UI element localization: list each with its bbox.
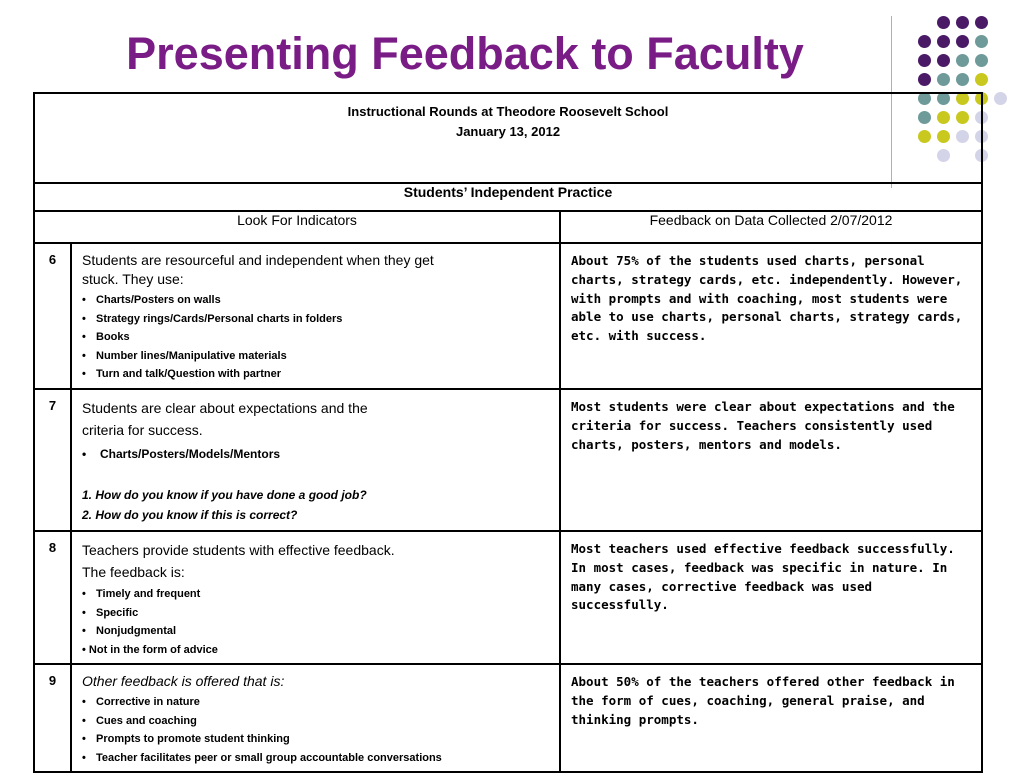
decorative-dot — [918, 73, 931, 86]
bullet-list — [82, 693, 551, 767]
look-for-cell — [71, 243, 560, 389]
look-for-cell — [71, 664, 560, 772]
section-title: Students’ Independent Practice — [34, 183, 982, 211]
list-item: • Prompts to promote student thinking — [82, 733, 290, 745]
list-item: • Timely and frequent — [82, 588, 201, 600]
date: January 13, 2012 — [455, 124, 561, 139]
list-item: • Not in the form of advice — [82, 643, 218, 656]
row-number: 9 — [34, 664, 71, 772]
question-2: 2. How do you know if this is correct? — [82, 508, 298, 522]
list-item: • Specific — [82, 606, 139, 619]
column-header-look-for: Look For Indicators — [34, 211, 560, 243]
list-item: • Corrective in nature — [82, 696, 200, 708]
decorative-dot — [975, 35, 988, 48]
list-item: • Nonjudgmental — [82, 625, 177, 637]
table-header — [34, 93, 982, 183]
list-item: • Charts/Posters/Models/Mentors — [82, 447, 281, 461]
list-item: • Charts/Posters on walls — [82, 294, 221, 306]
feedback-cell: About 75% of the students used charts, personal charts, strategy cards, etc. independently. However, with prompts and with coaching, most students were able to use charts, personal charts, strategy cards, etc. with success. — [560, 243, 982, 389]
decorative-dot — [975, 54, 988, 67]
column-header-feedback: Feedback on Data Collected 2/07/2012 — [560, 211, 982, 243]
indicator-text: Students are clear about expectations and the — [82, 400, 368, 416]
question-1: 1. How do you know if you have done a good job? — [82, 488, 367, 502]
indicator-text: Other feedback is offered that is: — [82, 673, 285, 689]
indicator-text: The feedback is: — [82, 564, 185, 580]
list-item: • Books — [82, 331, 130, 343]
decorative-dot — [956, 73, 969, 86]
decorative-dot — [937, 73, 950, 86]
decorative-dot — [994, 92, 1007, 105]
decorative-dot — [937, 16, 950, 29]
table-row — [34, 531, 982, 664]
decorative-dot — [956, 16, 969, 29]
list-item: • Number lines/Manipulative materials — [82, 349, 287, 362]
row-number: 8 — [34, 531, 71, 664]
bullet-list — [82, 291, 551, 384]
decorative-dot — [937, 54, 950, 67]
decorative-dot — [956, 35, 969, 48]
feedback-cell: Most teachers used effective feedback successfully. In most cases, feedback was specific in nature. In many cases, corrective feedback was used successfully. — [560, 531, 982, 664]
indicator-text: Students are resourceful and independent when they get — [82, 252, 434, 268]
feedback-cell: About 50% of the teachers offered other feedback in the form of cues, coaching, general praise, and thinking prompts. — [560, 664, 982, 772]
decorative-dot — [918, 35, 931, 48]
decorative-dot — [975, 16, 988, 29]
indicator-text: Teachers provide students with effective feedback. — [82, 542, 395, 558]
table-row — [34, 664, 982, 772]
list-item: • Teacher facilitates peer or small group accountable conversations — [82, 751, 442, 764]
bullet-list — [82, 443, 551, 465]
table-row — [34, 389, 982, 531]
row-number: 7 — [34, 389, 71, 531]
list-item: • Strategy rings/Cards/Personal charts in folders — [82, 312, 343, 325]
decorative-dot — [956, 54, 969, 67]
indicator-text: stuck. They use: — [82, 271, 184, 287]
row-number: 6 — [34, 243, 71, 389]
indicator-text: criteria for success. — [82, 422, 203, 438]
decorative-dot — [937, 35, 950, 48]
decorative-dot — [975, 73, 988, 86]
feedback-table — [33, 92, 983, 773]
list-item: • Cues and coaching — [82, 714, 197, 727]
page-title: Presenting Feedback to Faculty — [126, 28, 804, 79]
decorative-dot — [918, 54, 931, 67]
feedback-cell: Most students were clear about expectations and the criteria for success. Teachers consistently used charts, posters, mentors and models. — [560, 389, 982, 531]
look-for-cell — [71, 531, 560, 664]
table-row — [34, 243, 982, 389]
list-item: • Turn and talk/Question with partner — [82, 368, 281, 380]
look-for-cell — [71, 389, 560, 531]
bullet-list — [82, 585, 551, 659]
school-name: Instructional Rounds at Theodore Roosevelt School — [347, 104, 669, 119]
